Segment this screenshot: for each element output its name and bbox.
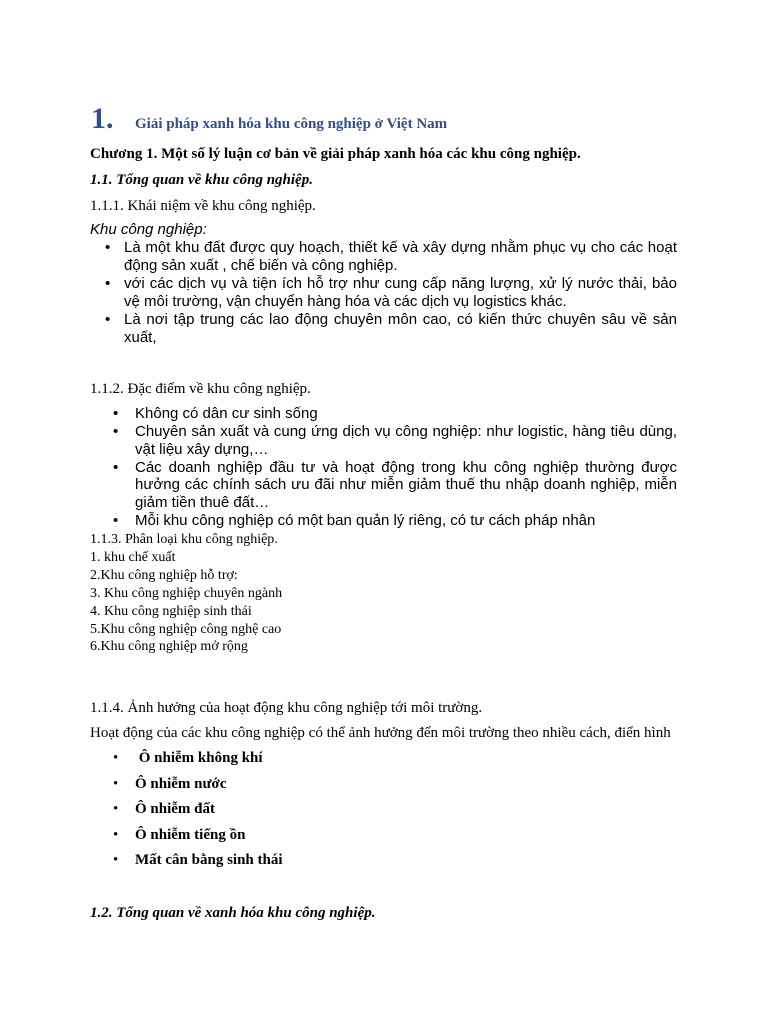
characteristics-list [113, 405, 677, 530]
list-item [113, 459, 677, 512]
section-1-1-3-title: 1.1.3. Phân loại khu công nghiệp. [90, 532, 278, 547]
section-1-1-1-title: 1.1.1. Khái niệm về khu công nghiệp. [90, 198, 316, 214]
list-item-text: Không có dân cư sinh sống [135, 405, 318, 422]
list-item-text: với các dịch vụ và tiện ích hỗ trợ như cung cấp năng lượng, xử lý nước thải, bảo vệ môi trường, vận chuyển hàng hóa và các dịch vụ logistics khác. [124, 275, 677, 310]
bullet-icon: • [113, 826, 119, 843]
list-item-text: Là một khu đất được quy hoạch, thiết kế và xây dựng nhằm phục vụ cho các hoạt động sản xuất , chế biến và công nghiệp. [124, 239, 677, 274]
list-item [113, 826, 283, 852]
bullet-icon: • [113, 423, 119, 440]
list-item: 5.Khu công nghiệp công nghệ cao [90, 621, 282, 637]
bullet-icon: • [113, 458, 119, 476]
chapter-title: Chương 1. Một số lý luận cơ bản về giải pháp xanh hóa các khu công nghiệp. [90, 146, 581, 162]
section-1-1-title: 1.1. Tổng quan về khu công nghiệp. [90, 172, 313, 188]
list-item [113, 851, 283, 877]
list-item-text: Mỗi khu công nghiệp có một ban quản lý riêng, có tư cách pháp nhân [135, 511, 596, 529]
list-item: 6.Khu công nghiệp mở rộng [90, 639, 248, 655]
section-1-1-4-title: 1.1.4. Ảnh hưởng của hoạt động khu công nghiệp tới môi trường. [90, 700, 483, 716]
list-item-text: Mất cân bằng sinh thái [135, 852, 283, 868]
term-khu-cong-nghiep: Khu công nghiệp: [90, 221, 207, 238]
bullet-icon: • [113, 775, 119, 792]
list-item: 1. khu chế xuất [90, 549, 176, 565]
list-item [113, 512, 677, 530]
bullet-icon: • [113, 405, 119, 422]
list-item: 4. Khu công nghiệp sinh thái [90, 603, 252, 619]
bullet-icon: • [105, 311, 111, 328]
heading-number: 1. [91, 102, 114, 135]
list-item-text: Ô nhiễm đất [135, 801, 216, 817]
impact-list [113, 749, 283, 877]
list-item [105, 311, 677, 346]
definition-list [105, 239, 677, 347]
bullet-icon: • [113, 750, 119, 766]
list-item [113, 405, 677, 423]
list-item: 3. Khu công nghiệp chuyên ngành [90, 585, 283, 601]
list-item [113, 749, 283, 775]
list-item [105, 239, 677, 274]
section-1-2-title: 1.2. Tổng quan về xanh hóa khu công nghiệp. [90, 905, 376, 921]
bullet-icon: • [105, 239, 111, 256]
list-item: 2.Khu công nghiệp hỗ trợ: [90, 567, 238, 583]
list-item [113, 800, 283, 826]
list-item-text: Các doanh nghiệp đầu tư và hoạt động trong khu công nghiệp thường được hưởng các chính sách ưu đãi như miễn giảm thuế thu nhập doanh nghiệp, miễn giảm tiền thuê đất… [135, 458, 677, 511]
classification-list [90, 531, 282, 656]
list-item-text: Ô nhiễm tiếng ồn [135, 826, 246, 843]
bullet-icon: • [113, 511, 119, 529]
list-item [105, 275, 677, 310]
list-item-text: Ô nhiễm không khí [135, 750, 263, 766]
list-item [113, 775, 283, 801]
section-1-1-4-intro: Hoạt động của các khu công nghiệp có thể ảnh hưởng đến môi trường theo nhiều cách, điển hình [90, 725, 671, 741]
list-item-text: Là nơi tập trung các lao động chuyên môn cao, có kiến thức chuyên sâu về sản xuất, [124, 311, 677, 346]
bullet-icon: • [113, 801, 119, 817]
list-item-text: Ô nhiễm nước [135, 775, 227, 792]
bullet-icon: • [113, 852, 119, 868]
list-item-text: Chuyên sản xuất và cung ứng dịch vụ công nghiệp: như logistic, hàng tiêu dùng, vật liệu xây dựng,… [135, 423, 677, 458]
bullet-icon: • [105, 275, 111, 292]
section-1-1-2-title: 1.1.2. Đặc điểm về khu công nghiệp. [90, 381, 311, 397]
heading-title: Giải pháp xanh hóa khu công nghiệp ở Việt Nam [135, 116, 448, 132]
list-item [113, 423, 677, 458]
